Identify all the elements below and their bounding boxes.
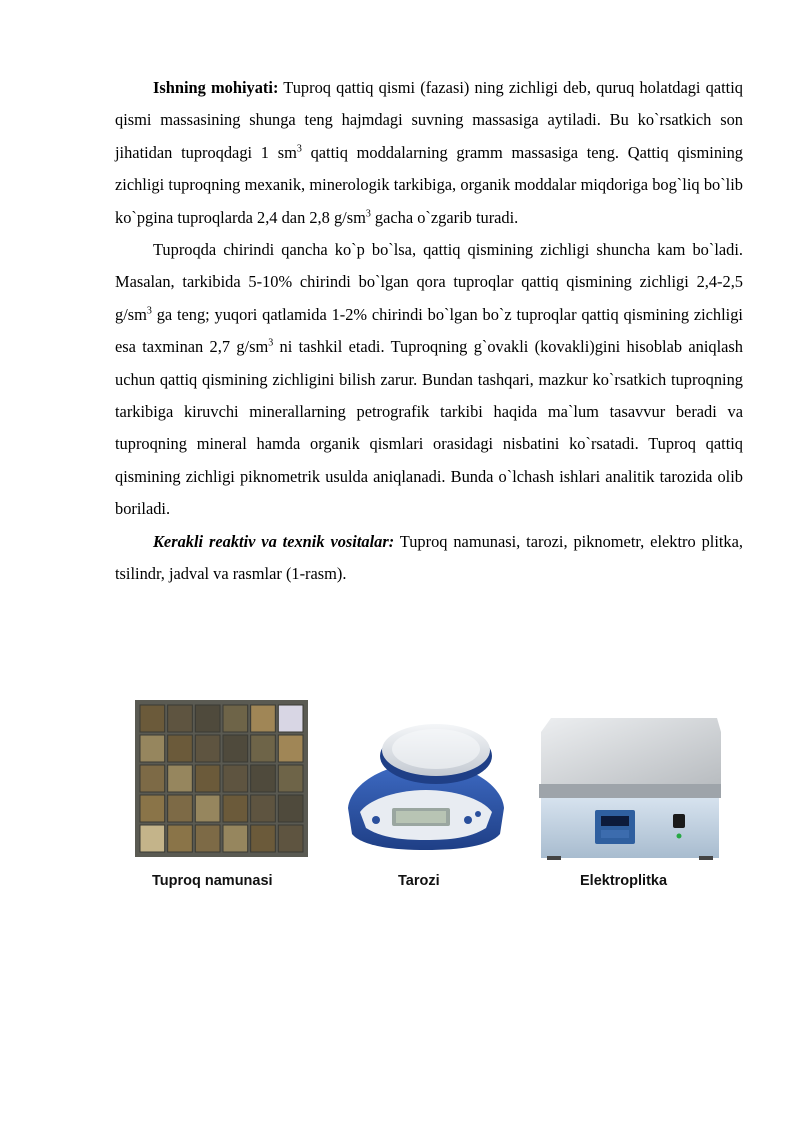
essence-heading: Ishning mohiyati: xyxy=(153,78,279,97)
soil-sample-cell xyxy=(195,825,220,852)
soil-sample-cell xyxy=(168,765,193,792)
soil-sample-cell xyxy=(140,795,165,822)
figure-caption-scale: Tarozi xyxy=(398,873,440,889)
soil-sample-cell xyxy=(251,765,276,792)
soil-sample-cell xyxy=(195,705,220,732)
soil-sample-cell xyxy=(168,795,193,822)
body-text xyxy=(115,72,743,591)
text-run: gacha o`zgarib turadi. xyxy=(370,207,519,227)
superscript: 3 xyxy=(296,143,302,155)
soil-samples-figure xyxy=(135,700,308,862)
hotplate-figure xyxy=(537,712,723,865)
soil-sample-cell xyxy=(251,825,276,852)
soil-sample-cell xyxy=(251,705,276,732)
soil-sample-cell xyxy=(251,795,276,822)
equipment-heading: Kerakli reaktiv va texnik vositalar: xyxy=(153,531,395,551)
text-run: ni tashkil etadi. Tuproqning g`ovakli (kovakli)gini hisoblab aniqlash uchun qattiq qismining zichligini bilish zarur. Bundan tashqari, mazkur ko`rsatkich tuproqning tarkibiga kiruvchi minerallarning petrografik tarkibi haqida ma`lum tasavvur beradi va tuproqning mineral hamda organik qismlari orasidagi nisbatini ko`rsatadi. Tuproq qattiq qismining zichligi piknometrik usulda aniqlanadi. Bunda o`lchash ishlari analitik tarozida olib boriladi. xyxy=(115,337,743,519)
soil-sample-cell xyxy=(140,705,165,732)
text-run: Tuproq qattiq qismi (fazasi) ning zichligi deb, quruq holatdagi qattiq qismi massasining shunga teng hajmdagi suvning massasiga aytiladi. Bu ko`rsatkich son jihatidan tuproqdagi 1 sm xyxy=(115,78,743,162)
paragraph-equipment xyxy=(115,526,743,591)
soil-sample-cell xyxy=(223,765,248,792)
soil-sample-cell xyxy=(223,825,248,852)
soil-sample-cell xyxy=(223,795,248,822)
superscript: 3 xyxy=(268,337,274,349)
soil-sample-cell xyxy=(195,795,220,822)
text-run: Tuproqda chirindi qancha ko`p bo`lsa, qattiq qismining zichligi shuncha kam bo`ladi. Masalan, tarkibida 5-10% chirindi bo`lgan qora tuproqlar qattiq qismining zichligi 2,4-2,5 g/sm xyxy=(115,240,743,324)
soil-sample-cell xyxy=(168,735,193,762)
soil-sample-cell xyxy=(278,795,303,822)
soil-sample-cell xyxy=(278,705,303,732)
soil-sample-cell xyxy=(140,825,165,852)
soil-sample-cell xyxy=(168,705,193,732)
text-run: qattiq moddalarning gramm massasiga teng. Qattiq qismining zichligi tuproqning mexanik, minerologik tarkibiga, organik moddalar miqdoriga bog`liq bo`lib ko`pgina tuproqlarda 2,4 dan 2,8 g/sm xyxy=(115,142,744,227)
soil-sample-cell xyxy=(195,765,220,792)
figure-caption-hotplate: Elektroplitka xyxy=(580,873,668,889)
paragraph-humus xyxy=(115,234,743,526)
soil-sample-cell xyxy=(140,765,165,792)
soil-samples-tray-icon xyxy=(135,700,308,857)
text-run: Tuproq namunasi, tarozi, piknometr, elektro plitka, tsilindr, jadval va rasmlar (1-rasm). xyxy=(115,531,743,584)
paragraph-essence xyxy=(115,72,743,234)
soil-sample-cell xyxy=(168,825,193,852)
soil-sample-cell xyxy=(278,825,303,852)
digital-scale-icon xyxy=(340,716,512,852)
electric-hotplate-icon xyxy=(537,712,723,860)
soil-sample-cell xyxy=(278,735,303,762)
soil-sample-cell xyxy=(223,735,248,762)
scale-figure xyxy=(340,716,512,857)
soil-sample-cell xyxy=(223,705,248,732)
soil-sample-cell xyxy=(278,765,303,792)
superscript: 3 xyxy=(365,208,371,220)
soil-sample-cell xyxy=(140,735,165,762)
superscript: 3 xyxy=(146,305,152,317)
figure-caption-soil: Tuproq namunasi xyxy=(152,873,273,889)
text-run: ga teng; yuqori qatlamida 1-2% chirindi bo`lgan bo`z tuproqlar qattiq qismining zichligi esa taxminan 2,7 g/sm xyxy=(115,304,743,357)
soil-sample-cell xyxy=(251,735,276,762)
soil-sample-cell xyxy=(195,735,220,762)
